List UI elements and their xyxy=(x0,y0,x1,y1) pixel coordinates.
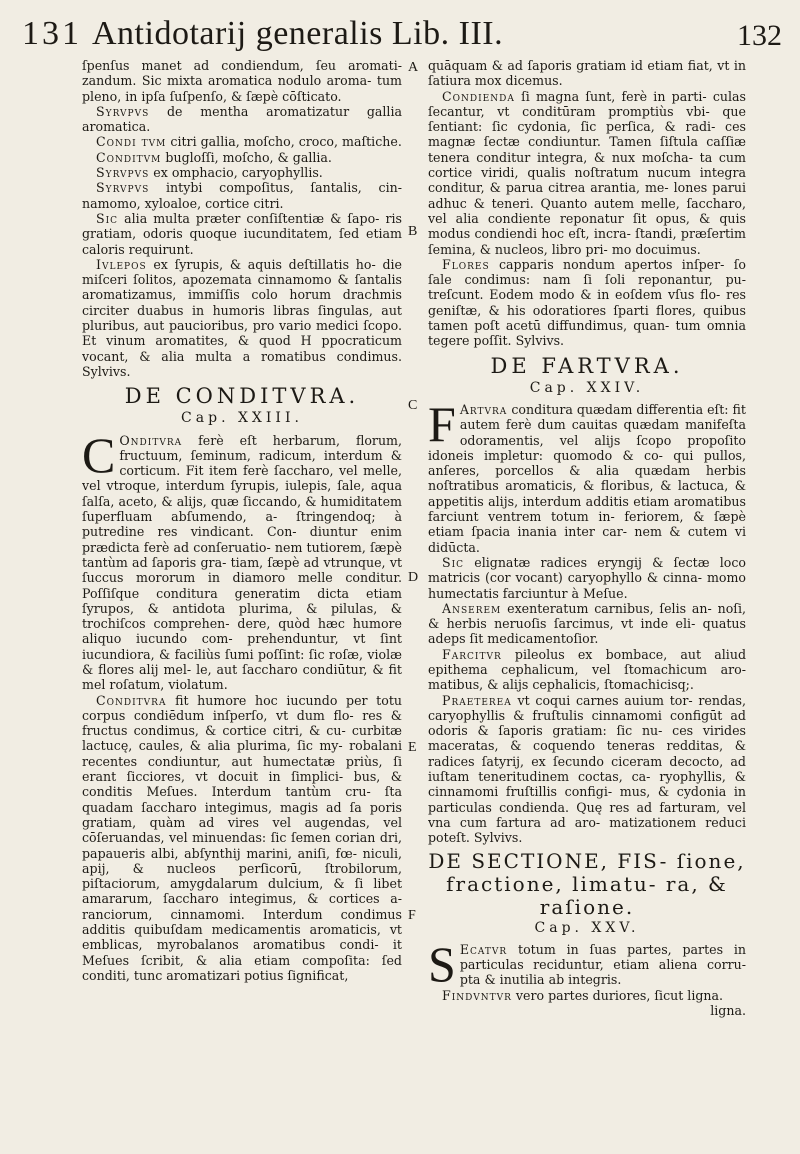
running-title: Antidotarij generalis Lib. III. xyxy=(92,15,504,52)
paragraph-text: ex omphacio, caryophyllis. xyxy=(153,165,323,181)
paragraph-lead: Sic xyxy=(96,210,119,226)
paragraph-lead: Praeterea xyxy=(442,692,512,708)
paragraph xyxy=(82,211,402,257)
paragraph xyxy=(82,134,402,149)
paragraph-text: elignatæ radices eryngij & ſectæ loco matricis (cor vocant) caryophyllo & cinna- momo humectatis farciuntur à Meſue. xyxy=(428,554,746,601)
paragraph-lead: Conditvm xyxy=(96,149,162,165)
paragraph-text: alia multa præter conſiſtentiæ & ſapo- ris gratiam, odoris quoque iucunditatem, ſed etiam caloris requirunt. xyxy=(82,210,402,257)
paragraph xyxy=(82,150,402,165)
paragraph-text: bugloſſi, moſcho, & gallia. xyxy=(165,149,332,165)
paragraph-lead: Syrvpvs xyxy=(96,180,150,196)
page-number-right: 132 xyxy=(737,19,782,52)
margin-letter-b: B xyxy=(408,224,418,239)
page-header xyxy=(22,12,782,56)
chapter-number: Cap. XXIII. xyxy=(181,410,303,427)
drop-cap: F xyxy=(428,395,456,452)
chapter-heading: DE SECTIONE, FIS- ſione, fractione, limatu- ra, & raſione. xyxy=(428,848,746,919)
paragraph-text: fit humore hoc iucundo per totu corpus condiēdum inſperſo, vt dum flo- res & fructus condimus, & cortice citri, & cu- curbitæ lactucę, caules, & alia plurima, ſic my- robalani recentes condiuntur, aut humectatæ priùs, ſi erant ſicciores, vt docuit in ſimplici- bus, & conditis Meſues. Interdum tantùm cru- ſta quadam ſaccharo integimus, magis ad ſa poris gratiam, quàm ad vires vel augendas, vel cōſeruandas, vel minuendas: ſic ſemen corian dri, papaueris albi, abſynthij marini, aniſi, fœ- niculi, apij, & nucleos perſicorū, ſtrobilorum, piſtaciorum, amygdalarum dulcium, & ſi libet amararum, ſaccharo integimus, & cortices a- ranciorum, cinnamomi. Interdum condimus additis quibuſdam medicamentis aromaticis, vt emblicas, myrobalanos aromatibus condi- it Meſues ſcribit, & alia etiam compoſita: ſed conditi, tunc aromatizari potius ſignificat, xyxy=(82,692,402,983)
paragraph xyxy=(428,935,746,992)
chapter-heading: DE CONDITVRA. xyxy=(124,384,360,409)
chapter-number: Cap. XXIV. xyxy=(529,379,645,396)
paragraph-lead: Artvra xyxy=(459,401,508,417)
margin-letter-a: A xyxy=(408,60,419,75)
paragraph-text: totum in ſuas partes, partes in particulas reciduntur, etiam aliena corru- pta & inutilia ab integris. xyxy=(459,941,746,988)
paragraph-text: citri gallia, moſcho, croco, maſtiche. xyxy=(170,134,402,150)
paragraph-text: capparis nondum apertos inſper- ſo ſale condimus: nam ſi ſoli reponantur, pu- treſcunt. Eodem modo & in eoſdem vſus flo- res geniſtæ, & his odoratiores ſparti flores, quibus tamen poſt acetū diffundimus, quan- tum omnia tegere poſſit. Sylvivs. xyxy=(428,256,746,349)
paragraph-lead: Ecatvr xyxy=(459,941,508,957)
paragraph-text: conditura quædam differentia eſt: fit autem ferè dum cauitas quædam manifeſta odoramentis, vel alijs ſcopo propoſito idoneis impletur: quomodo & co- qui pullos, anſeres, porcellos & alia quædam herbis noſtratibus aromaticis, & floribus, & lactuca, & appetitis alijs, interdum additis etiam aromatibus farciunt ventrem totum in- feriorem, & ſæpè etiam ſpacia inania inter car- nem & cutem vi didūcta. xyxy=(428,401,746,555)
paragraph xyxy=(82,257,402,379)
paragraph-lead: Conditvra xyxy=(96,692,167,708)
paragraph-lead: Flores xyxy=(442,256,490,272)
chapter-heading: DE FARTVRA. xyxy=(490,353,684,378)
paragraph xyxy=(82,426,402,693)
paragraph-lead: Anserem xyxy=(442,600,502,616)
paragraph-text: vt coqui carnes auium tor- rendas, caryophyllis & fruſtulis cinnamomi configūt ad odoris & ſaporis gratiam: ſic nu- ces virides maceratas, & coquendo teneras redditas, & radices ſatyrij, ex ſecundo ciceram decocto, ad iuſtam teneritudinem coctas, ca- ryophyllis, & cinnamomi fruſtillis configi- mus, & cydonia in particulas condienda. Quę res ad farturam, vel vna cum fartura ad aro- matizationem reduci poteſt. Sylvivs. xyxy=(428,692,746,846)
paragraph-lead: Farcitvr xyxy=(442,646,502,662)
margin-letter-e: E xyxy=(408,740,417,755)
paragraph-text: ex ſyrupis, & aquis deſtillatis ho- die miſceri ſolitos, apozemata cinnamomo & ſantalis aromatizamus, immiſſis colo horum drachmis circiter duabus in humoris libras ſingulas, aut pluribus, aut paucioribus, pro vario medici ſcopo. Et vinum aromatites, & quod H ppocraticum vocant, & alia multa a romatibus condimus. Sylvivs. xyxy=(82,256,402,379)
paragraph-lead: Sic xyxy=(442,554,465,570)
left-column xyxy=(82,58,402,1148)
paragraph xyxy=(428,89,746,257)
paragraph-text: vero partes duriores, ſicut ligna. xyxy=(515,987,724,1003)
catchword: ligna. xyxy=(710,1003,746,1019)
paragraph-lead: Condienda xyxy=(442,88,515,104)
paragraph xyxy=(428,988,746,1003)
paragraph-text: de mentha aromatizatur gallia aromatica. xyxy=(82,103,402,135)
margin-letter-d: D xyxy=(408,570,419,585)
paragraph: quāquam & ad ſaporis gratiam id etiam fiat, vt in ſatiura mox dicemus. xyxy=(428,58,746,89)
paragraph-text: exenteratum carnibus, ſelis an- noſi, & herbis neruoſis ſarcimus, vt inde eli- quatus adeps ſit medicamentoſior. xyxy=(428,600,746,647)
paragraph-text: ſi magna ſunt, ferè in parti- culas ſecantur, vt conditūram promptiùs vbi- que ſentiant: ſic cydonia, ſic perſica, & radi- ces magnæ ſectæ condiuntur. Tamen ſiſtula caſſiæ tenera conditur integra, & nux moſcha- ta cum cortice viridi, qualis noſtratum nucum integra conditur, & parua citrea arantia, me- lones parui adhuc & teneri. Quanto autem melle, ſaccharo, vel alia condiente reponatur ſit opus, & quis modus condiendi hoc eſt, incra- ſtandi, præſertim ſemina, & nucleos, libro pri- mo docuimus. xyxy=(428,88,746,257)
paragraph xyxy=(428,257,746,349)
drop-cap: C xyxy=(82,426,116,483)
margin-letter-f: F xyxy=(408,908,416,923)
paragraph xyxy=(82,693,402,984)
chapter-number: Cap. XXV. xyxy=(534,919,640,936)
paragraph xyxy=(428,395,746,555)
right-column xyxy=(428,58,746,1148)
paragraph xyxy=(82,104,402,135)
paragraph xyxy=(428,601,746,647)
paragraph-text: ferè eſt herbarum, florum, fructuum, ſeminum, radicum, interdum & corticum. Fit item ferè ſaccharo, vel melle, vel vtroque, interdum ſyrupis, iulepis, ſale, aqua ſalſa, aceto, & alijs, quæ ſiccando, & humiditatem ſuperfluam abſumendo, a- ſtringendoq; à putredine res vindicant. Con- diuntur enim prædicta ferè ad conſeruatio- nem tutiorem, ſæpè tantùm ad ſaporis gra- tiam, ſæpè ad vtrunque, vt ſuccus mororum in diamoro melle conditur. Poſſiſque conditura generatim dicta etiam ſyrupos, & antidota plurima, & pilulas, & trochiſcos comprehen- dere, quòd hæc humore aliquo iucundo com- prehenduntur, vt ſint iucundiora, & faciliùs ſumi poſſint: ſic roſæ, violæ & flores alij mel- le, aut ſaccharo condiūtur, & fit mel roſatum, violatum. xyxy=(82,432,402,693)
paragraph-lead: Condi tvm xyxy=(96,134,167,150)
paragraph-lead: Onditvra xyxy=(119,432,183,448)
paragraph-lead: Ivlepos xyxy=(96,256,147,272)
paragraph-lead: Syrvpvs xyxy=(96,103,150,119)
paragraph-lead: Syrvpvs xyxy=(96,165,150,181)
paragraph-text: pileolus ex bombace, aut aliud epithema cephalicum, vel ſtomachicum aro- matibus, & alijs cephalicis, ſtomachicisq;. xyxy=(428,646,746,693)
paragraph: ſpenſus manet ad condiendum, ſeu aromati- zandum. Sic mixta aromatica nodulo aroma- tum pleno, in ipſa ſuſpenſo, & ſæpè cōſticato. xyxy=(82,58,402,104)
paragraph xyxy=(82,180,402,211)
paragraph xyxy=(428,693,746,846)
margin-letter-c: C xyxy=(408,398,418,413)
paragraph xyxy=(428,647,746,693)
paragraph-lead: Findvntvr xyxy=(442,987,512,1003)
paragraph xyxy=(428,555,746,601)
drop-cap: S xyxy=(428,935,456,992)
paragraph xyxy=(82,165,402,180)
paragraph-text: intybi compoſitus, ſantalis, cin- namomo, xyloaloe, cortice citri. xyxy=(82,180,402,211)
page-number-left: 131 xyxy=(22,15,82,52)
